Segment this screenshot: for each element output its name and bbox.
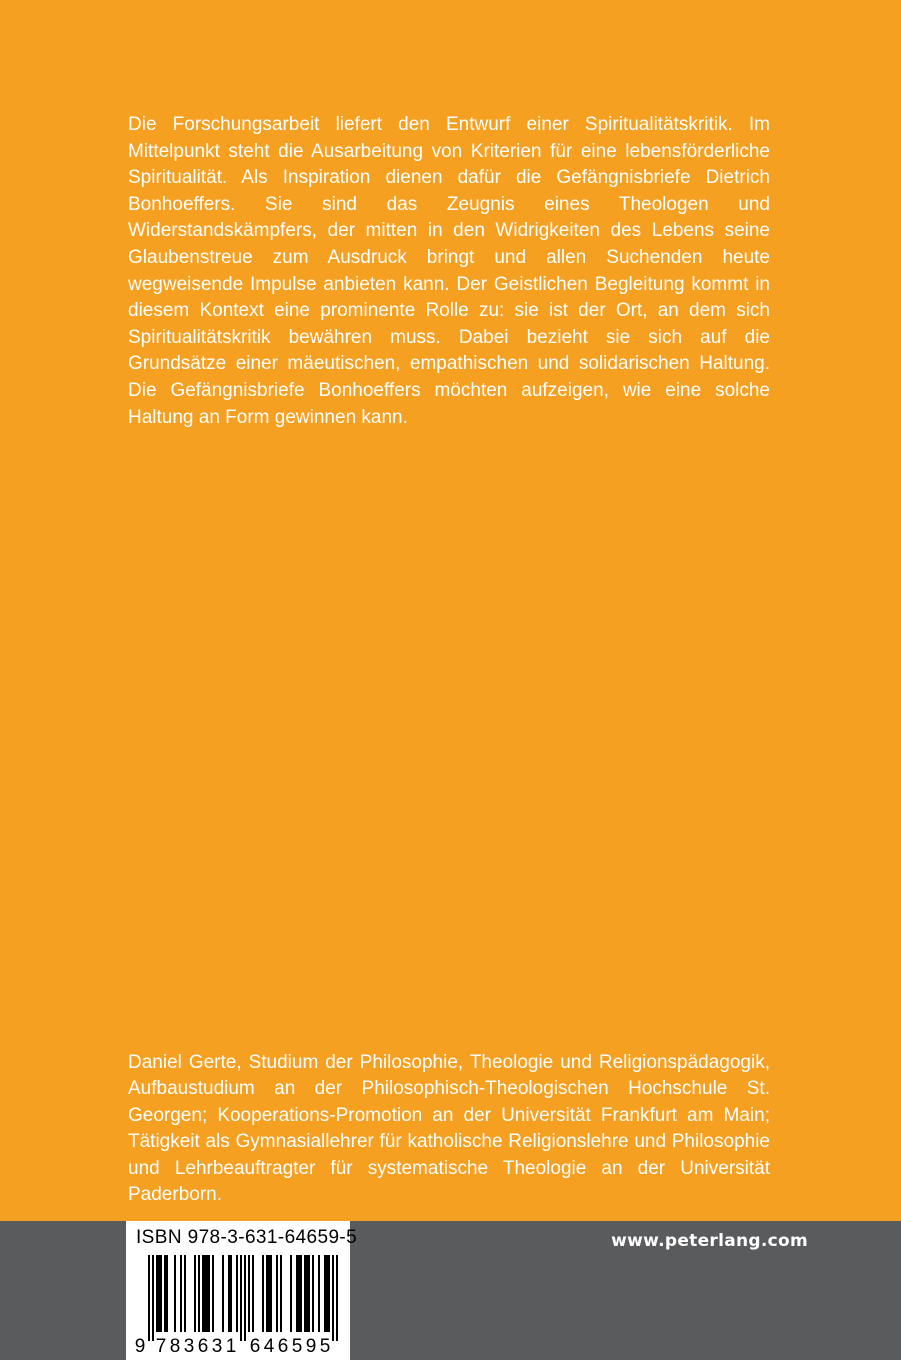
barcode-bar xyxy=(270,1255,272,1332)
barcode-bar xyxy=(180,1255,182,1332)
barcode-bar xyxy=(300,1255,302,1332)
barcode-digit: 3 xyxy=(183,1336,195,1357)
barcode-bar xyxy=(298,1255,300,1332)
barcode-bar xyxy=(240,1255,242,1341)
barcode-bar xyxy=(202,1255,204,1332)
barcode-bar xyxy=(328,1255,330,1332)
barcode-digit: 1 xyxy=(225,1336,237,1357)
barcode-bar xyxy=(166,1255,168,1332)
barcode-bar xyxy=(308,1255,310,1332)
barcode-bar xyxy=(184,1255,186,1332)
barcode-bar xyxy=(156,1255,158,1332)
barcode-graphic xyxy=(126,1221,350,1360)
barcode-bar xyxy=(290,1255,292,1332)
barcode-bar xyxy=(268,1255,270,1332)
barcode-digit: 9 xyxy=(134,1336,146,1357)
author-bio: Daniel Gerte, Studium der Philosophie, Theologie und Religionspädagogik, Aufbaustudium an der Philosophisch-Theologischen Hochschule St. Georgen; Kooperations-Promotion an der Universität Frankfurt am Main; Tätigkeit als Gymnasiallehrer für katholische Religionslehre und Philosophie und Lehrbeauftragter für systematische Theologie an der Universität Paderborn. xyxy=(128,1052,770,1206)
barcode-digit: 4 xyxy=(263,1336,275,1357)
barcode-bar xyxy=(206,1255,208,1332)
barcode-bar xyxy=(248,1255,250,1332)
barcode-bar xyxy=(252,1255,254,1332)
barcode-bar xyxy=(204,1255,206,1332)
barcode-bar xyxy=(262,1255,264,1332)
barcode-bar xyxy=(158,1255,160,1332)
barcode-bar xyxy=(266,1255,268,1332)
barcode-bar xyxy=(230,1255,232,1332)
publisher-website[interactable]: www.peterlang.com xyxy=(611,1231,808,1251)
isbn-label: ISBN 978-3-631-64659-5 xyxy=(136,1227,358,1248)
barcode-bar xyxy=(194,1255,196,1332)
barcode-bar xyxy=(236,1255,238,1332)
barcode-digit: 5 xyxy=(319,1336,331,1357)
barcode-digit: 3 xyxy=(211,1336,223,1357)
barcode-bar xyxy=(160,1255,162,1332)
barcode-digit: 9 xyxy=(305,1336,317,1357)
isbn-barcode xyxy=(126,1221,358,1360)
barcode-bar xyxy=(198,1255,200,1332)
barcode-bar xyxy=(304,1255,306,1332)
barcode-bar xyxy=(164,1255,166,1332)
barcode-bar xyxy=(228,1255,230,1332)
barcode-digit: 6 xyxy=(249,1336,261,1357)
barcode-bar xyxy=(280,1255,282,1332)
barcode-bar xyxy=(244,1255,246,1341)
barcode-bar xyxy=(222,1255,224,1332)
barcode-digit: 8 xyxy=(169,1336,181,1357)
barcode-digit: 5 xyxy=(291,1336,303,1357)
barcode-bar xyxy=(152,1255,154,1341)
barcode-bar xyxy=(332,1255,334,1341)
barcode-bar xyxy=(296,1255,298,1332)
barcode-bar xyxy=(312,1255,314,1332)
barcode-bar xyxy=(336,1255,338,1341)
blurb-text: Die Forschungsarbeit liefert den Entwurf einer Spiritualitätskritik. Im Mittelpunkt steht die Ausarbeitung von Kriterien für eine lebensförderliche Spiritualität. Als Inspiration dienen dafür die Gefängnisbriefe Dietrich Bonhoeffers. Sie sind das Zeugnis eines Theologen und Widerstandskämpfers, der mitten in den Widrigkeiten des Lebens seine Glaubenstreue zum Ausdruck bringt und allen Suchenden heute wegweisende Impulse anbieten kann. Der Geistlichen Begleitung kommt in diesem Kontext eine prominente Rolle zu: sie ist der Ort, an dem sich Spiritualitätskritik bewähren muss. Dabei bezieht sie sich auf die Grundsätze einer mäeutischen, empathischen und solidarischen Haltung. Die Gefängnisbriefe Bonhoeffers möchten aufzeigen, wie eine solche Haltung an Form gewinnen kann. xyxy=(128,114,770,428)
barcode-digit: 6 xyxy=(277,1336,289,1357)
barcode-bar xyxy=(174,1255,176,1332)
barcode-bar xyxy=(208,1255,210,1332)
barcode-digit: 7 xyxy=(155,1336,167,1357)
barcode-bar xyxy=(326,1255,328,1332)
barcode-bar xyxy=(148,1255,150,1341)
barcode-bar xyxy=(212,1255,214,1332)
barcode-bar xyxy=(306,1255,308,1332)
barcode-digit: 6 xyxy=(197,1336,209,1357)
barcode-bar xyxy=(276,1255,278,1332)
barcode-bar xyxy=(318,1255,320,1332)
barcode-bar xyxy=(324,1255,326,1332)
